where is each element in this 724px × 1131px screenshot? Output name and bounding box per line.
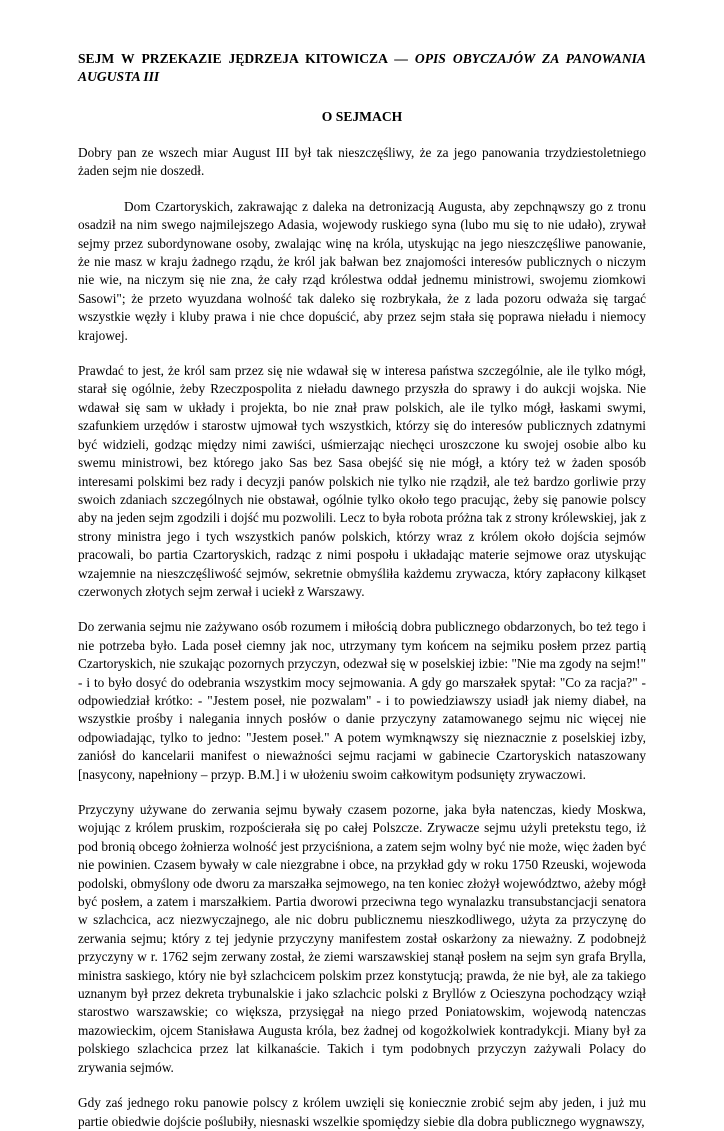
title-italic: OPIS OBYCZAJÓW ZA PANOWANIA AUGUSTA III [78, 51, 646, 84]
paragraph-6: Gdy zaś jednego roku panowie polscy z królem uwzięli się koniecznie zrobić sejm aby jeden, i już mu partie obiedwie dojście poślubiły, niesnaski wszelkie spomiędzy siebie dla dobra publicznego wygnawszy, [78, 1095, 646, 1129]
paragraph-3: Prawdać to jest, że król sam przez się nie wdawał się w interesa państwa szczególnie, ale ile tylko mógł, starał się ogólnie, żeby Rzeczpospolita z nieładu dawnego przyszła do sprawy i do aukcji wojska. Nie wdawał się sam w układy i projekta, bo nie znał praw polskich, ale ile tylko mógł, łaskami swymi, szafunkiem urzędów i starostw ujmował tych wszystkich, którzy się do interesów publicznych zdatnymi być widzieli, godząc między nimi zawiści, uśmierzając niechęci uroszczone ku swojej osobie albo ku swemu ministrowi, bez którego jako Sas bez Sasa obejść się nie mógł, a który też w żaden sposób interesami polskimi bez rady i decyzji panów polskich nie tylko nie rządził, ale też bardzo gorliwie przy swoich zdaniach szczególnych nie obstawał, ogólnie tylko około tego pracując, żeby się panowie polscy aby na jeden sejm zgodzili i dojść mu pozwolili. Lecz to była robota próżna tak z strony królewskiej, jak z strony ministra jego i tych wszystkich panów polskich, którzy wraz z królem około dojścia sejmów pracowali, bo partia Czartoryskich, radząc z nimi pospołu i układając materie sejmowe oraz utyskując wzajemnie na nieszczęśliwość sejmów, sekretnie obmyśliła każdemu zrywacza, który zapłacony kilkąset czerwonych złotych sejm zerwał i uciekł z Warszawy. [78, 363, 646, 599]
paragraph-5: Przyczyny używane do zerwania sejmu bywały czasem pozorne, jaka była natenczas, kiedy Moskwa, wojując z królem pruskim, rozpościerała się po całej Polszcze. Zrywacze sejmu użyli pretekstu tego, iż pod bronią obcego żołnierza wolność jest przyciśniona, a zatem sejm wolny być nie może, więc żaden być nie powinien. Czasem bywały w cale niezgrabne i obce, na przykład gdy w roku 1750 Rzeuski, wojewoda podolski, obmyślony ode dworu za marszałka sejmowego, na ten koniec złożył województwo, ażeby mógł być posłem, a zatem i marszałkiem. Partia dworowi przeciwna tego wynalazku transubstancjacji senatora w szlachcica, acz niezwyczajnego, ale nic dobru publicznemu nieszkodliwego, użyta za przyczynę do zerwania sejmu; który z tej jedynie przyczyny manifestem został oskarżony za nieważny. Z podobnejż przyczyny w r. 1762 sejm zerwany został, że ziemi warszawskiej stanął posłem na sejm syn grafa Brylla, ministra saskiego, który nie był szlachcicem polskim przez konstytucją; prawda, że nie był, ale za takiego uznanym był przez dekreta trybunalskie i jako szlachcic polski z Bryllów z Ocieszyna pochodzący wziął starostwo warszawskie; co większa, przysięgał na niego przed Poniatowskim, wojewodą natenczas mazowieckim, ojcem Stanisława Augusta króla, bez żadnej od kogożkolwiek kontradykcji. Miany był za polskiego szlachcica przez lat kilkanaście. Takich i tym podobnych przyczyn zażywali Polacy do zrywania sejmów. [78, 802, 646, 1075]
paragraph-4: Do zerwania sejmu nie zażywano osób rozumem i miłością dobra publicznego obdarzonych, bo też tego i nie potrzeba było. Lada poseł ciemny jak noc, utrzymany tym końcem na sejmiku posłem przez partią Czartoryskich, nie szukając pozornych przyczyn, odezwał się w poselskiej izbie: "Nie ma zgody na sejm!" - i to było dosyć do odebrania wszystkim mocy sejmowania. A gdy go marszałek spytał: "Co za racja?" - odpowiedział krótko: - "Jestem poseł, nie pozwalam" - i to powiedziawszy usiadł jak niemy diabeł, na wszystkie prośby i nalegania innych posłów o danie przyczyny zatamowanego sejmu nic więcej nie odpowiadając, tylko to jedno: "Jestem poseł." A potem wymknąwszy się nieznacznie z poselskiej izby, zaniósł do kancelarii manifest o nieważności sejmu racjami w gabinecie Czartoryskich nataszowany [nasycony, napełniony – przyp. B.M.] i w ułożeniu swoim całkowitym podsunięty zrywaczowi. [78, 619, 646, 782]
paragraph-1: Dobry pan ze wszech miar August III był tak nieszczęśliwy, że za jego panowania trzydziestoletniego żaden sejm nie doszedł. [78, 145, 646, 179]
title-plain: SEJM W PRZEKAZIE JĘDRZEJA KITOWICZA — [78, 51, 415, 66]
document-title [78, 50, 646, 86]
section-heading: O SEJMACH [321, 109, 403, 124]
paragraph-2: Dom Czartoryskich, zakrawając z daleka na detronizacją Augusta, aby zepchnąwszy go z tronu osadził na nim swego najmilejszego Adasia, wojewody ruskiego syna (lubo mu się to nie udało), zrywał sejmy przez subordynowane osoby, zwalając winę na króla, utyskując na jego nieszczęśliwe panowanie, że nie masz w kraju żadnego rządu, że król jak bałwan bez znajomości interesów publicznych o niczym nie wie, na niczym się nie zna, że cały rząd królestwa oddał jednemu ministrowi, swojemu ziomkowi Sasowi"; że przeto wyuzdana wolność tak daleko się rozbrykała, że z lada pozoru odważa się targać wszystkie węzły i kluby prawa i nie chce dopuścić, aby przez sejm stała się poprawa nieładu i niemocy krajowej. [78, 198, 646, 343]
